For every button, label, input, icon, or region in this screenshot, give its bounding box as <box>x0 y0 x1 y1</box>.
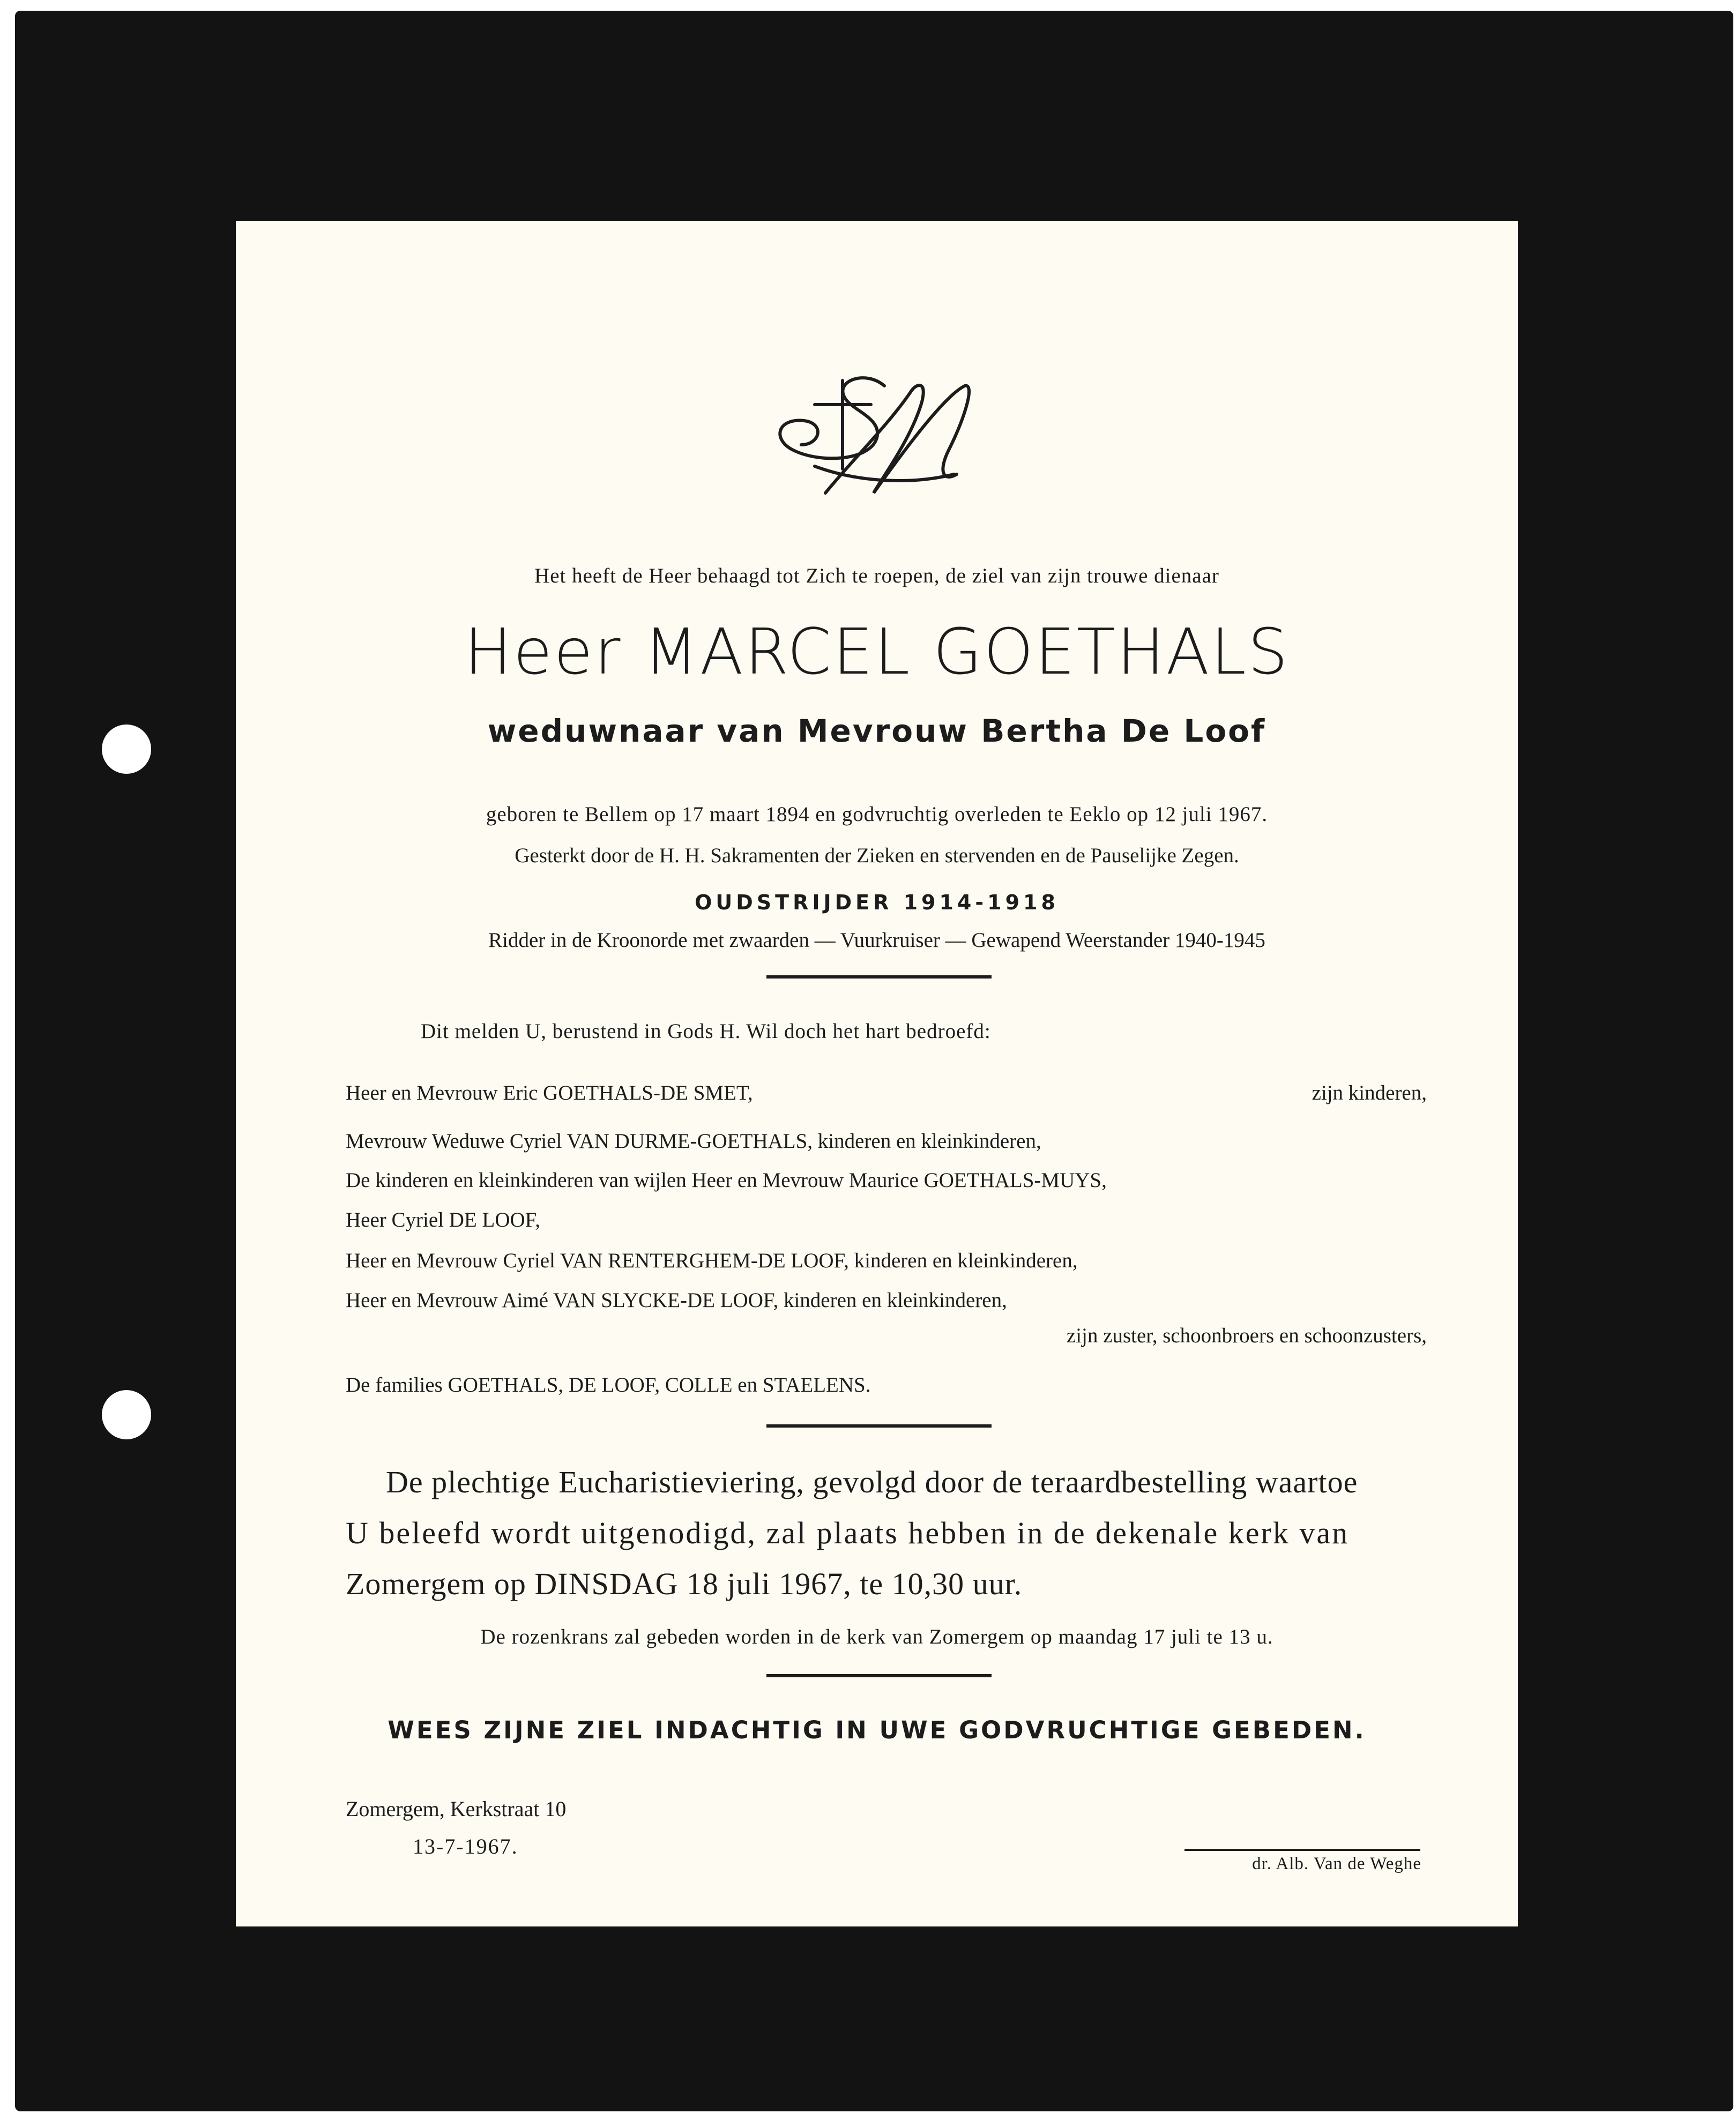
family-line-1: Heer en Mevrouw Eric GOETHALS-DE SMET, <box>346 1081 753 1104</box>
family-line-3: De kinderen en kleinkinderen van wijlen Heer en Mevrouw Maurice GOETHALS-MUYS, <box>346 1169 1107 1192</box>
family-line-2: Mevrouw Weduwe Cyriel VAN DURME-GOETHALS, kinderen en kleinkinderen, <box>346 1130 1041 1153</box>
rosary-line: De rozenkrans zal gebeden worden in de kerk van Zomergem op maandag 17 juli te 13 u. <box>480 1625 1273 1648</box>
cross-monogram-icon <box>750 359 1008 531</box>
address-line: Zomergem, Kerkstraat 10 <box>346 1797 567 1821</box>
deceased-name: Heer MARCEL GOETHALS <box>464 615 1290 689</box>
family-line-6-relation: zijn zuster, schoonbroers en schoonzusters, <box>1066 1324 1427 1347</box>
veteran-line: OUDSTRIJDER 1914-1918 <box>695 891 1059 914</box>
family-line-6: Heer en Mevrouw Aimé VAN SLYCKE-DE LOOF, kinderen en kleinkinderen, <box>346 1289 1007 1312</box>
intro-text: Het heeft de Heer behaagd tot Zich te roepen, de ziel van zijn trouwe dienaar <box>534 564 1219 587</box>
ceremony-line-3: Zomergem op DINSDAG 18 juli 1967, te 10,30 uur. <box>346 1566 1023 1601</box>
punch-hole-bottom <box>102 1390 151 1439</box>
sacraments-line: Gesterkt door de H. H. Sakramenten der Zieken en stervenden en de Pauselijke Zegen. <box>515 844 1239 867</box>
punch-hole-top <box>102 725 151 774</box>
printer-credit: dr. Alb. Van de Weghe <box>1252 1854 1421 1873</box>
honors-line: Ridder in de Kroonorde met zwaarden — Vuurkruiser — Gewapend Weerstander 1940-1945 <box>488 929 1265 952</box>
divider-1 <box>766 975 992 979</box>
birth-death-line: geboren te Bellem op 17 maart 1894 en godvruchtig overleden te Eeklo op 12 juli 1967. <box>486 803 1268 826</box>
ceremony-line-2: U beleefd wordt uitgenodigd, zal plaats hebben in de dekenale kerk van <box>346 1515 1350 1550</box>
divider-2 <box>766 1424 992 1428</box>
family-line-4: Heer Cyriel DE LOOF, <box>346 1208 540 1231</box>
spouse-line: weduwnaar van Mevrouw Bertha De Loof <box>487 713 1266 749</box>
printer-rule <box>1184 1849 1420 1851</box>
prayer-line: WEES ZIJNE ZIEL INDACHTIG IN UWE GODVRUCHTIGE GEBEDEN. <box>388 1716 1366 1744</box>
family-line-5: Heer en Mevrouw Cyriel VAN RENTERGHEM-DE LOOF, kinderen en kleinkinderen, <box>346 1249 1078 1272</box>
family-line-1-relation: zijn kinderen, <box>1312 1081 1427 1104</box>
date-line: 13-7-1967. <box>413 1834 518 1858</box>
family-line-7: De families GOETHALS, DE LOOF, COLLE en STAELENS. <box>346 1373 871 1396</box>
memorial-card <box>236 221 1518 1926</box>
divider-3 <box>766 1674 992 1677</box>
ceremony-line-1: De plechtige Eucharistieviering, gevolgd door de teraardbestelling waartoe <box>386 1465 1358 1499</box>
announce-line: Dit melden U, berustend in Gods H. Wil doch het hart bedroefd: <box>421 1020 991 1043</box>
